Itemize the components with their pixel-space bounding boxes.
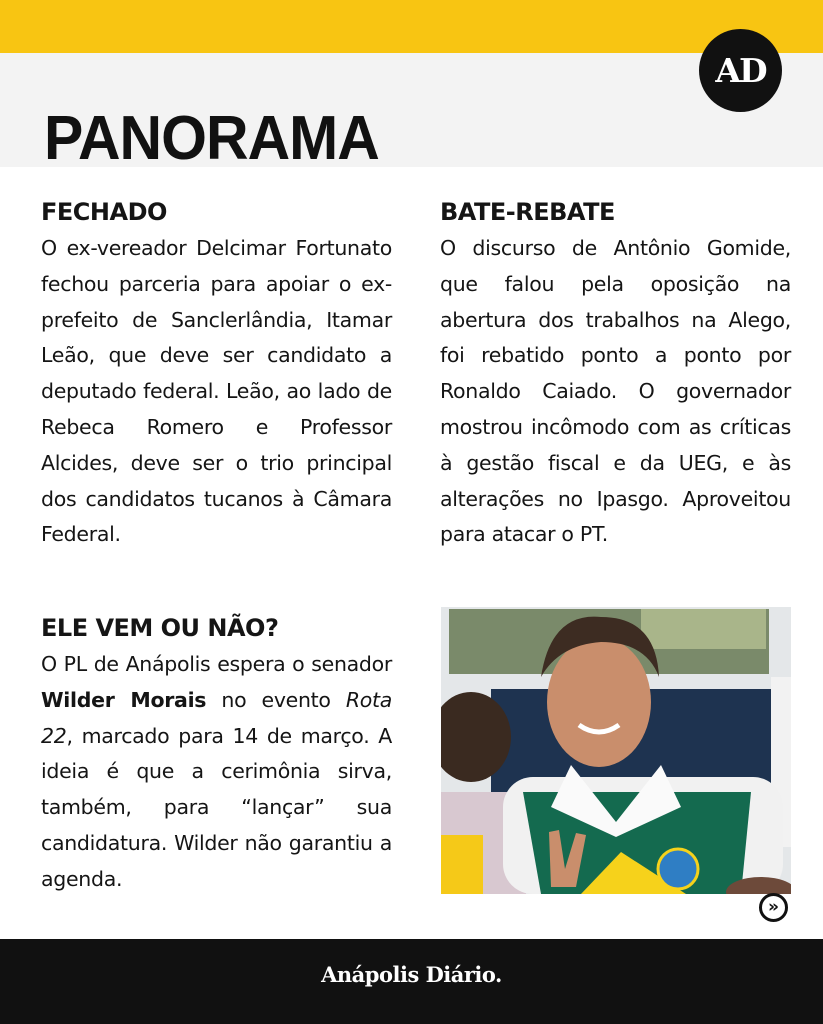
footer [0,939,823,1024]
photo-foliage [641,609,766,649]
page-title: PANORAMA [44,104,379,173]
section-body: O ex-vereador Delcimar Fortunato fechou parceria para apoiar o ex-prefeito de Sanclerlândia, Itamar Leão, que deve ser candidato a deputado federal. Leão, ao lado de Rebeca Romero e Professor Alcides, deve ser o trio principal dos candidatos tucanos à Câmara Federal. [41,236,392,547]
section-body [41,647,392,898]
section-bate-rebate [440,193,791,553]
body-text: O PL de Anápolis espera o senador [41,652,392,676]
body-text: no evento [206,687,346,712]
logo-badge [699,29,782,112]
footer-brand: Anápolis Diário. [321,962,502,987]
photo-campaign-badge [658,849,698,889]
photo-yellow-shirt [441,835,483,894]
news-photo [441,607,791,894]
section-heading: ELE VEM OU NÃO? [41,614,279,642]
photo-illustration [441,607,791,894]
section-fechado [41,193,392,553]
logo-text: AD [715,51,766,90]
body-bold-name: Wilder Morais [41,687,207,712]
section-ele-vem-ou-nao [41,609,392,898]
section-heading: FECHADO [41,198,167,226]
photo-face [547,637,651,767]
section-heading: BATE-REBATE [440,198,615,226]
next-page-button[interactable] [759,893,788,922]
top-accent-bar [0,0,823,53]
double-chevron-right-icon: » [768,897,779,917]
body-italic-event: Rota 22 [41,687,393,748]
body-text: , marcado para 14 de março. A ideia é que a cerimônia sirva, também, para “lançar” sua candidatura. Wilder não garantiu a agenda. [41,723,392,891]
section-body: O discurso de Antônio Gomide, que falou pela oposição na abertura dos trabalhos na Alego, foi rebatido ponto a ponto por Ronaldo Caiado. O governador mostrou incômodo com as críticas à gestão fiscal e da UEG, e às alterações no Ipasgo. Aproveitou para atacar o PT. [440,236,791,547]
